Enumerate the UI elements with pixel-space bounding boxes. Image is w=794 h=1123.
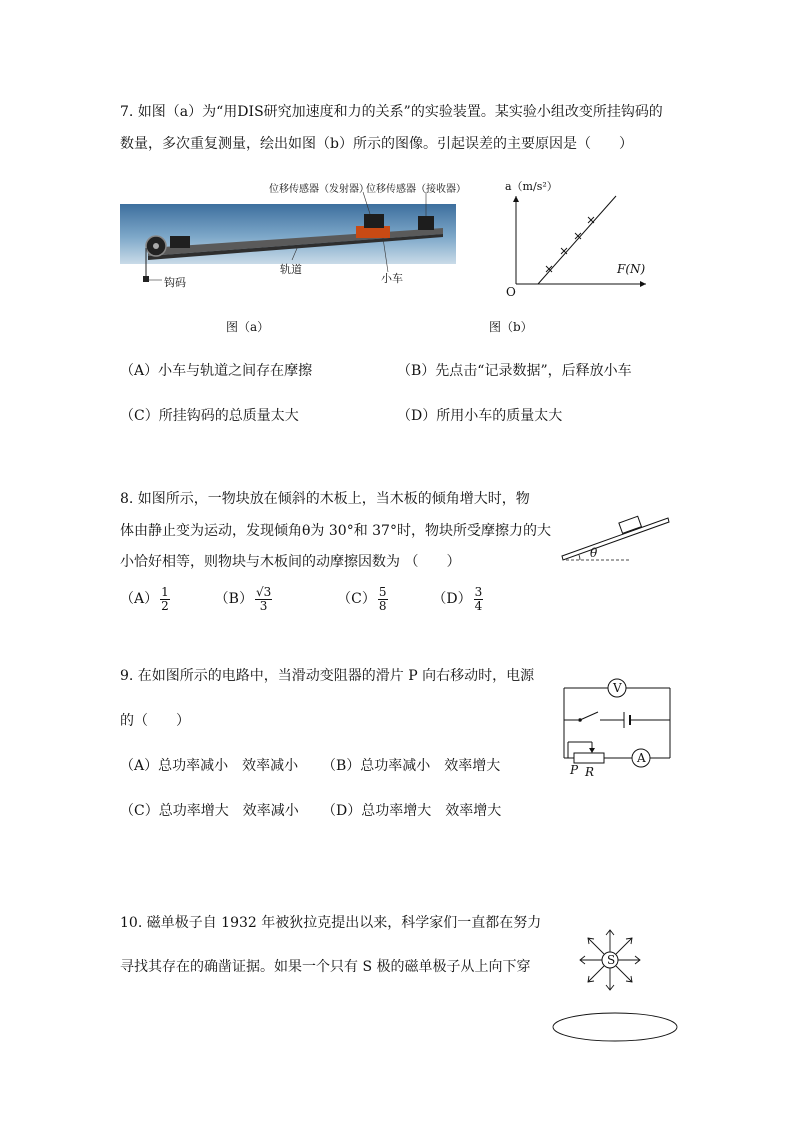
q9-option-d[interactable]: （D）总功率增大 效率增大	[322, 803, 502, 819]
q10-ring-figure	[550, 1010, 680, 1044]
q7-figure-b-graph	[500, 176, 650, 296]
q9-stem-line2: 的（ ）	[120, 713, 190, 729]
q8-option-a[interactable]: （A） $\frac{1}{2}$	[120, 584, 169, 613]
q7-option-b[interactable]: （B）先点击“记录数据”，后释放小车	[397, 363, 632, 379]
q8-option-b[interactable]: （B） $\frac{√3}{3}$	[214, 584, 272, 613]
q8-option-d[interactable]: （D） $\frac{3}{4}$	[432, 584, 483, 613]
q10-stem-line1: 10. 磁单极子自 1932 年被狄拉克提出以来，科学家们一直都在努力	[120, 915, 542, 931]
q8-stem-line2: 体由静止变为运动，发现倾角θ为 30°和 37°时，物块所受摩擦力的大	[120, 523, 551, 539]
q9-option-c[interactable]: （C）总功率增大 效率减小	[120, 803, 299, 819]
data-points	[546, 217, 594, 272]
slider-label: P	[570, 763, 579, 777]
q9-option-b[interactable]: （B）总功率减小 效率增大	[322, 758, 501, 774]
ammeter-label: A	[637, 751, 646, 765]
q8-option-c[interactable]: （C） $\frac{5}{8}$	[337, 584, 387, 613]
label-emitter: 位移传感器（发射器）	[269, 184, 369, 195]
q8-options	[120, 584, 483, 614]
q10-stem-line2: 寻找其存在的确凿证据。如果一个只有 S 极的磁单极子从上向下穿	[120, 959, 531, 975]
label-track: 轨道	[280, 263, 302, 276]
q7-stem-line2: 数量，多次重复测量，绘出如图（b）所示的图像。引起误差的主要原因是（ ）	[120, 136, 633, 152]
q8-theta-label: θ	[590, 546, 598, 560]
monopole-s-label: S	[607, 953, 616, 967]
caption-b: 图（b）	[489, 320, 533, 334]
q9-stem-line1: 9. 在如图所示的电路中，当滑动变阻器的滑片 P 向右移动时，电源	[120, 668, 535, 684]
q7-option-a[interactable]: （A）小车与轨道之间存在摩擦	[120, 363, 313, 379]
graph-x-label: F(N)	[617, 262, 646, 276]
graph-origin: O	[506, 285, 516, 299]
q8-stem-line1: 8. 如图所示，一物块放在倾斜的木板上，当木板的倾角增大时，物	[120, 491, 530, 507]
voltmeter-label: V	[613, 681, 622, 695]
q7-stem-line1: 7. 如图（a）为“用DIS研究加速度和力的关系”的实验装置。某实验小组改变所挂钩码的	[120, 104, 663, 120]
q8-stem-line3: 小恰好相等，则物块与木板间的动摩擦因数为 （ ）	[120, 554, 461, 570]
label-receiver: 位移传感器（接收器）	[366, 184, 466, 195]
label-weights: 钩码	[164, 276, 186, 289]
caption-a: 图（a）	[226, 320, 270, 334]
q7-option-d[interactable]: （D）所用小车的质量太大	[397, 408, 563, 424]
q7-option-c[interactable]: （C）所挂钩码的总质量太大	[120, 408, 299, 424]
q9-option-a[interactable]: （A）总功率减小 效率减小	[120, 758, 299, 774]
q8-incline-figure	[558, 510, 673, 565]
graph-y-label: a（m/s²）	[505, 180, 558, 193]
resistor-label: R	[585, 765, 595, 779]
label-cart: 小车	[381, 272, 403, 285]
